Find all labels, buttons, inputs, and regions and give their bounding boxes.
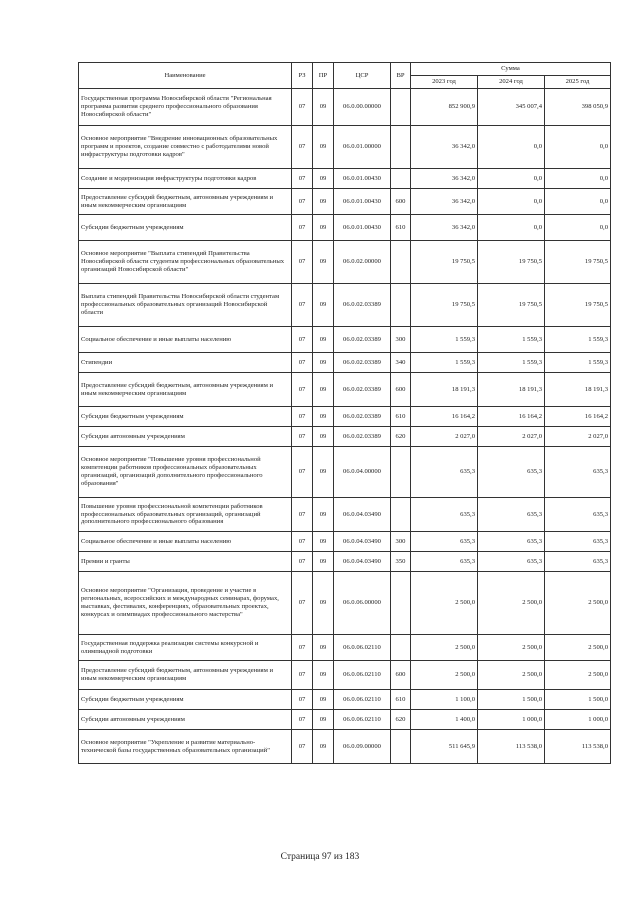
row-pr: 09	[313, 498, 334, 532]
row-rz: 07	[292, 241, 313, 284]
header-year-2024: 2024 год	[478, 76, 545, 89]
row-vr: 300	[391, 532, 411, 552]
row-name: Премии и гранты	[79, 552, 292, 572]
row-name: Субсидии бюджетным учреждениям	[79, 690, 292, 710]
row-sum-2025: 1 500,0	[545, 690, 611, 710]
row-vr: 610	[391, 690, 411, 710]
row-sum-2024: 0,0	[478, 215, 545, 241]
row-vr	[391, 635, 411, 661]
row-sum-2024: 19 750,5	[478, 241, 545, 284]
row-rz: 07	[292, 284, 313, 327]
row-sum-2024: 1 559,3	[478, 353, 545, 373]
row-vr: 340	[391, 353, 411, 373]
row-rz: 07	[292, 89, 313, 126]
table-row	[79, 710, 611, 730]
row-csr: 06.0.02.00000	[334, 241, 391, 284]
row-rz: 07	[292, 353, 313, 373]
row-csr: 06.0.02.03389	[334, 327, 391, 353]
row-pr: 09	[313, 169, 334, 189]
table-row	[79, 215, 611, 241]
row-sum-2023: 2 500,0	[411, 572, 478, 635]
row-sum-2025: 2 500,0	[545, 661, 611, 690]
row-sum-2025: 2 500,0	[545, 572, 611, 635]
row-csr: 06.0.06.02110	[334, 635, 391, 661]
row-sum-2023: 635,3	[411, 532, 478, 552]
row-csr: 06.0.01.00430	[334, 189, 391, 215]
row-pr: 09	[313, 407, 334, 427]
row-vr	[391, 572, 411, 635]
row-vr: 620	[391, 427, 411, 447]
row-sum-2024: 0,0	[478, 126, 545, 169]
row-pr: 09	[313, 189, 334, 215]
row-pr: 09	[313, 427, 334, 447]
row-rz: 07	[292, 126, 313, 169]
header-name: Наименование	[79, 63, 292, 89]
row-pr: 09	[313, 89, 334, 126]
page-number: Страница 97 из 183	[280, 852, 360, 862]
row-csr: 06.0.02.03389	[334, 407, 391, 427]
table-row	[79, 730, 611, 764]
row-sum-2025: 0,0	[545, 169, 611, 189]
row-sum-2024: 635,3	[478, 498, 545, 532]
row-rz: 07	[292, 498, 313, 532]
row-vr	[391, 126, 411, 169]
row-rz: 07	[292, 730, 313, 764]
row-csr: 06.0.04.00000	[334, 447, 391, 498]
row-pr: 09	[313, 661, 334, 690]
row-sum-2023: 36 342,0	[411, 215, 478, 241]
row-name: Социальное обеспечение и иные выплаты населению	[79, 327, 292, 353]
row-sum-2023: 511 645,9	[411, 730, 478, 764]
row-name: Субсидии автономным учреждениям	[79, 710, 292, 730]
row-sum-2025: 0,0	[545, 126, 611, 169]
header-year-2025: 2025 год	[545, 76, 611, 89]
row-sum-2025: 635,3	[545, 552, 611, 572]
row-sum-2025: 1 559,3	[545, 353, 611, 373]
row-rz: 07	[292, 552, 313, 572]
row-rz: 07	[292, 373, 313, 407]
row-pr: 09	[313, 730, 334, 764]
row-sum-2023: 19 750,5	[411, 241, 478, 284]
row-sum-2023: 18 191,3	[411, 373, 478, 407]
row-pr: 09	[313, 552, 334, 572]
table-row	[79, 241, 611, 284]
row-vr: 600	[391, 189, 411, 215]
row-csr: 06.0.01.00430	[334, 169, 391, 189]
table-row	[79, 690, 611, 710]
header-year-2023: 2023 год	[411, 76, 478, 89]
row-pr: 09	[313, 353, 334, 373]
row-csr: 06.0.06.02110	[334, 690, 391, 710]
header-vr: ВР	[391, 63, 411, 89]
row-sum-2024: 635,3	[478, 447, 545, 498]
row-csr: 06.0.06.00000	[334, 572, 391, 635]
row-name: Субсидии бюджетным учреждениям	[79, 407, 292, 427]
row-sum-2023: 36 342,0	[411, 126, 478, 169]
row-name: Выплата стипендий Правительства Новосибирской области студентам профессиональных образовательных организаций Новосибирской области	[79, 284, 292, 327]
row-name: Предоставление субсидий бюджетным, автономным учреждениям и иным некоммерческим организациям	[79, 661, 292, 690]
table-row	[79, 353, 611, 373]
row-rz: 07	[292, 189, 313, 215]
row-vr	[391, 730, 411, 764]
row-sum-2025: 1 000,0	[545, 710, 611, 730]
row-sum-2023: 2 027,0	[411, 427, 478, 447]
row-sum-2024: 1 500,0	[478, 690, 545, 710]
row-csr: 06.0.02.03389	[334, 427, 391, 447]
row-vr: 610	[391, 407, 411, 427]
table-row	[79, 327, 611, 353]
row-csr: 06.0.04.03490	[334, 552, 391, 572]
row-sum-2025: 1 559,3	[545, 327, 611, 353]
row-sum-2025: 113 538,0	[545, 730, 611, 764]
row-name: Субсидии автономным учреждениям	[79, 427, 292, 447]
row-sum-2024: 0,0	[478, 169, 545, 189]
row-sum-2024: 635,3	[478, 552, 545, 572]
row-sum-2025: 635,3	[545, 532, 611, 552]
table-row	[79, 169, 611, 189]
header-rz: РЗ	[292, 63, 313, 89]
row-name: Государственная поддержка реализации системы конкурсной и олимпиадной подготовки	[79, 635, 292, 661]
row-sum-2025: 18 191,3	[545, 373, 611, 407]
table-row	[79, 447, 611, 498]
row-sum-2025: 16 164,2	[545, 407, 611, 427]
row-csr: 06.0.00.00000	[334, 89, 391, 126]
row-sum-2024: 1 559,3	[478, 327, 545, 353]
table-row	[79, 532, 611, 552]
row-sum-2024: 2 500,0	[478, 572, 545, 635]
row-pr: 09	[313, 373, 334, 407]
row-sum-2024: 2 500,0	[478, 635, 545, 661]
row-rz: 07	[292, 327, 313, 353]
row-name: Государственная программа Новосибирской области "Региональная программа развития среднего профессионального образования Новосибирской области"	[79, 89, 292, 126]
row-vr: 620	[391, 710, 411, 730]
row-pr: 09	[313, 690, 334, 710]
row-sum-2023: 635,3	[411, 447, 478, 498]
row-rz: 07	[292, 169, 313, 189]
row-sum-2023: 16 164,2	[411, 407, 478, 427]
row-vr	[391, 447, 411, 498]
row-sum-2024: 113 538,0	[478, 730, 545, 764]
row-sum-2025: 19 750,5	[545, 241, 611, 284]
row-sum-2023: 1 559,3	[411, 353, 478, 373]
row-vr: 300	[391, 327, 411, 353]
row-pr: 09	[313, 327, 334, 353]
row-csr: 06.0.06.02110	[334, 710, 391, 730]
table-row	[79, 635, 611, 661]
row-csr: 06.0.04.03490	[334, 498, 391, 532]
row-name: Стипендии	[79, 353, 292, 373]
row-vr: 600	[391, 661, 411, 690]
row-csr: 06.0.06.02110	[334, 661, 391, 690]
row-sum-2025: 635,3	[545, 498, 611, 532]
row-csr: 06.0.02.03389	[334, 353, 391, 373]
row-csr: 06.0.02.03389	[334, 284, 391, 327]
row-sum-2025: 0,0	[545, 215, 611, 241]
row-sum-2023: 2 500,0	[411, 635, 478, 661]
row-sum-2024: 1 000,0	[478, 710, 545, 730]
row-pr: 09	[313, 710, 334, 730]
row-sum-2024: 18 191,3	[478, 373, 545, 407]
row-sum-2023: 19 750,5	[411, 284, 478, 327]
row-rz: 07	[292, 572, 313, 635]
row-csr: 06.0.09.00000	[334, 730, 391, 764]
table-row	[79, 373, 611, 407]
row-name: Предоставление субсидий бюджетным, автономным учреждениям и иным некоммерческим организациям	[79, 189, 292, 215]
row-csr: 06.0.01.00430	[334, 215, 391, 241]
budget-table-body	[79, 89, 611, 764]
row-sum-2023: 1 100,0	[411, 690, 478, 710]
table-row	[79, 498, 611, 532]
row-sum-2024: 635,3	[478, 532, 545, 552]
row-pr: 09	[313, 126, 334, 169]
row-rz: 07	[292, 215, 313, 241]
row-sum-2023: 852 900,9	[411, 89, 478, 126]
table-row	[79, 189, 611, 215]
row-rz: 07	[292, 532, 313, 552]
row-sum-2023: 2 500,0	[411, 661, 478, 690]
row-sum-2025: 2 500,0	[545, 635, 611, 661]
row-sum-2025: 2 027,0	[545, 427, 611, 447]
row-name: Повышение уровня профессиональной компетенции работников профессиональных образовательных организаций, организаций дополнительного профессионального образования	[79, 498, 292, 532]
row-sum-2023: 635,3	[411, 552, 478, 572]
row-sum-2025: 19 750,5	[545, 284, 611, 327]
row-sum-2023: 36 342,0	[411, 169, 478, 189]
row-vr: 610	[391, 215, 411, 241]
row-name: Создание и модернизация инфраструктуры подготовки кадров	[79, 169, 292, 189]
table-row	[79, 89, 611, 126]
table-row	[79, 552, 611, 572]
row-sum-2024: 2 027,0	[478, 427, 545, 447]
row-name: Предоставление субсидий бюджетным, автономным учреждениям и иным некоммерческим организациям	[79, 373, 292, 407]
row-pr: 09	[313, 215, 334, 241]
row-sum-2024: 2 500,0	[478, 661, 545, 690]
row-sum-2024: 0,0	[478, 189, 545, 215]
header-sum: Сумма	[411, 63, 611, 76]
row-sum-2024: 19 750,5	[478, 284, 545, 327]
row-rz: 07	[292, 661, 313, 690]
table-row	[79, 661, 611, 690]
row-pr: 09	[313, 572, 334, 635]
row-vr: 600	[391, 373, 411, 407]
table-row	[79, 572, 611, 635]
row-rz: 07	[292, 427, 313, 447]
table-row	[79, 126, 611, 169]
row-vr	[391, 498, 411, 532]
row-sum-2025: 0,0	[545, 189, 611, 215]
row-csr: 06.0.04.03490	[334, 532, 391, 552]
row-pr: 09	[313, 447, 334, 498]
row-pr: 09	[313, 532, 334, 552]
row-name: Основное мероприятие "Выплата стипендий Правительства Новосибирской области студентам профессиональных образовательных организаций Новосибирской области"	[79, 241, 292, 284]
row-pr: 09	[313, 635, 334, 661]
row-name: Основное мероприятие "Повышение уровня профессиональной компетенции работников профессиональных образовательных организаций, организаций дополнительного профессионального образования"	[79, 447, 292, 498]
row-sum-2023: 635,3	[411, 498, 478, 532]
row-pr: 09	[313, 241, 334, 284]
row-sum-2024: 16 164,2	[478, 407, 545, 427]
budget-table	[78, 62, 611, 764]
header-pr: ПР	[313, 63, 334, 89]
row-name: Субсидии бюджетным учреждениям	[79, 215, 292, 241]
row-rz: 07	[292, 407, 313, 427]
row-rz: 07	[292, 635, 313, 661]
row-rz: 07	[292, 710, 313, 730]
table-row	[79, 284, 611, 327]
header-csr: ЦСР	[334, 63, 391, 89]
row-vr	[391, 169, 411, 189]
row-vr	[391, 241, 411, 284]
row-sum-2024: 345 007,4	[478, 89, 545, 126]
row-name: Основное мероприятие "Укрепление и развитие материально-технической базы государственных образовательных организаций"	[79, 730, 292, 764]
row-sum-2023: 36 342,0	[411, 189, 478, 215]
row-vr: 350	[391, 552, 411, 572]
row-name: Социальное обеспечение и иные выплаты населению	[79, 532, 292, 552]
row-sum-2023: 1 400,0	[411, 710, 478, 730]
row-csr: 06.0.02.03389	[334, 373, 391, 407]
row-csr: 06.0.01.00000	[334, 126, 391, 169]
row-vr	[391, 284, 411, 327]
row-rz: 07	[292, 447, 313, 498]
row-pr: 09	[313, 284, 334, 327]
row-sum-2023: 1 559,3	[411, 327, 478, 353]
row-sum-2025: 635,3	[545, 447, 611, 498]
row-vr	[391, 89, 411, 126]
row-name: Основное мероприятие "Внедрение инновационных образовательных программ и проектов, создание совместно с работодателями новой инфраструктуры подготовки кадров"	[79, 126, 292, 169]
row-name: Основное мероприятие "Организация, проведение и участие в региональных, всероссийских и международных семинарах, форумах, выставках, фестивалях, конференциях, образовательных проектах, конкурсах и олимпиадах профессионального мастерства"	[79, 572, 292, 635]
row-rz: 07	[292, 690, 313, 710]
table-row	[79, 407, 611, 427]
table-row	[79, 427, 611, 447]
row-sum-2025: 398 050,9	[545, 89, 611, 126]
